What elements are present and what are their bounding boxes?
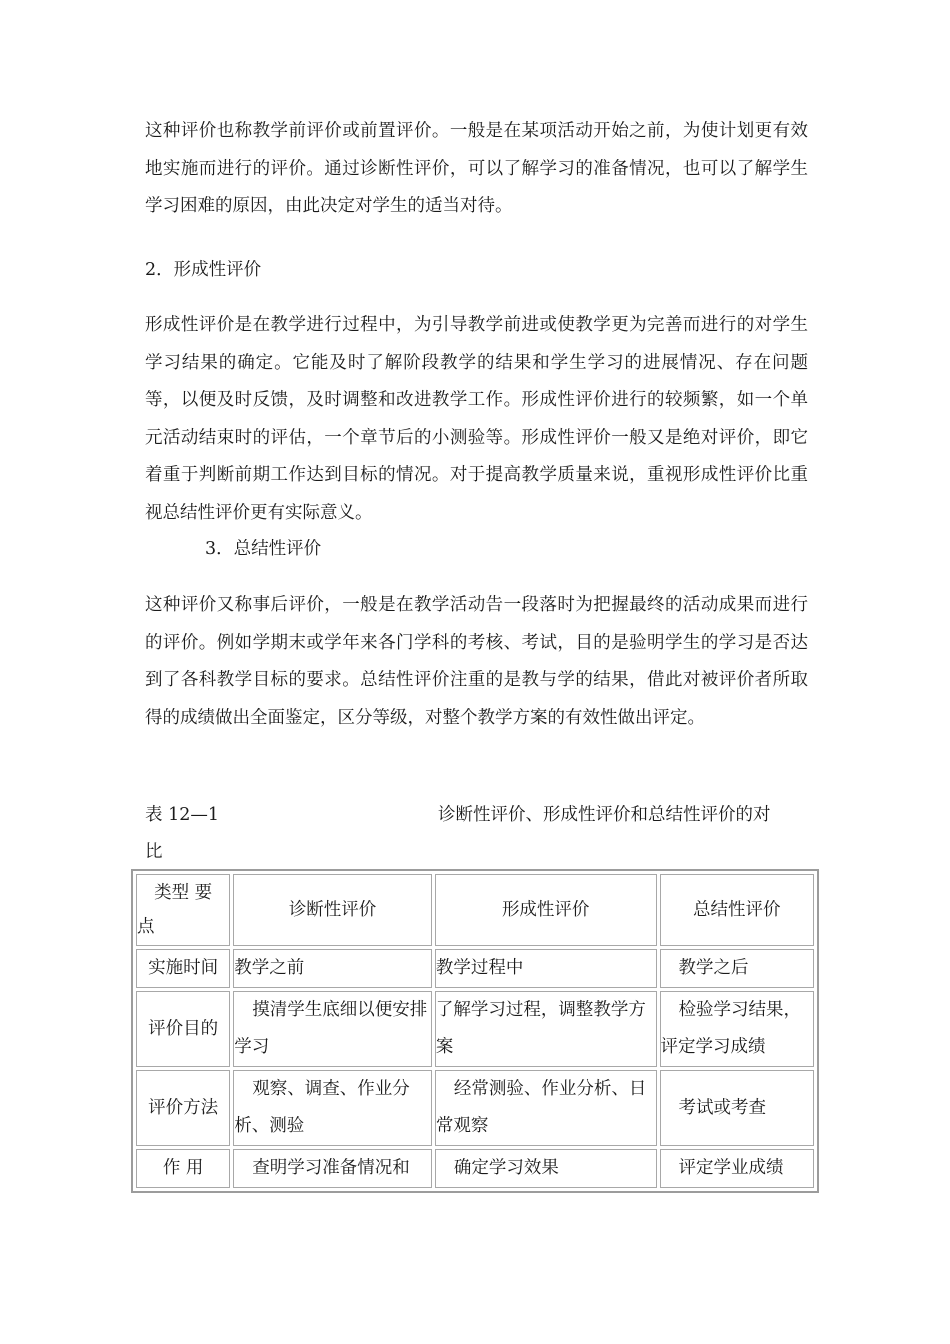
row-label: 作 用 bbox=[136, 1149, 230, 1188]
corner-label-type: 类型 要 bbox=[154, 883, 213, 903]
corner-label-point: 点 bbox=[137, 917, 155, 937]
table-header-row bbox=[136, 874, 814, 946]
table-cell: 考试或考查 bbox=[660, 1070, 814, 1146]
comparison-table bbox=[131, 869, 819, 1193]
diagnostic-description-paragraph: 这种评价也称教学前评价或前置评价。一般是在某项活动开始之前，为使计划更有效地实施而进行的评价。通过诊断性评价，可以了解学习的准备情况，也可以了解学生学习困难的原因，由此决定对学生的适当对待。 bbox=[145, 121, 808, 216]
table-cell: 教学过程中 bbox=[435, 949, 657, 988]
table-cell: 教学之前 bbox=[233, 949, 432, 988]
row-label: 评价目的 bbox=[136, 991, 230, 1067]
table-cell: 评定学业成绩 bbox=[660, 1149, 814, 1188]
table-title: 诊断性评价、形成性评价和总结性评价的对 bbox=[438, 805, 771, 825]
table-cell: 查明学习准备情况和 bbox=[233, 1149, 432, 1188]
table-cell: 经常测验、作业分析、日常观察 bbox=[435, 1070, 657, 1146]
row-label: 评价方法 bbox=[136, 1070, 230, 1146]
formative-heading: 2．形成性评价 bbox=[145, 260, 262, 280]
table-cell: 检验学习结果，评定学习成绩 bbox=[660, 991, 814, 1067]
table-title-continued: 比 bbox=[145, 842, 163, 862]
table-row bbox=[136, 1149, 814, 1188]
summative-description-paragraph: 这种评价又称事后评价，一般是在教学活动告一段落时为把握最终的活动成果而进行的评价。例如学期末或学年来各门学科的考核、考试，目的是验明学生的学习是否达到了各科教学目标的要求。总结性评价注重的是教与学的结果，借此对被评价者所取得的成绩做出全面鉴定，区分等级，对整个教学方案的有效性做出评定。 bbox=[145, 595, 808, 728]
table-number: 表 12—1 bbox=[145, 805, 219, 825]
row-label: 实施时间 bbox=[136, 949, 230, 988]
header-summative: 总结性评价 bbox=[660, 874, 814, 946]
header-formative: 形成性评价 bbox=[435, 874, 657, 946]
table-row bbox=[136, 991, 814, 1067]
table-cell: 教学之后 bbox=[660, 949, 814, 988]
table-cell: 确定学习效果 bbox=[435, 1149, 657, 1188]
table-cell: 观察、调查、作业分析、测验 bbox=[233, 1070, 432, 1146]
header-diagnostic: 诊断性评价 bbox=[233, 874, 432, 946]
table-cell: 了解学习过程，调整教学方案 bbox=[435, 991, 657, 1067]
formative-description-paragraph: 形成性评价是在教学进行过程中，为引导教学前进或使教学更为完善而进行的对学生学习结果的确定。它能及时了解阶段教学的结果和学生学习的进展情况、存在问题等，以便及时反馈，及时调整和改进教学工作。形成性评价进行的较频繁，如一个单元活动结束时的评估，一个章节后的小测验等。形成性评价一般又是绝对评价，即它着重于判断前期工作达到目标的情况。对于提高教学质量来说，重视形成性评价比重视总结性评价更有实际意义。 bbox=[145, 315, 808, 523]
summative-heading: 3．总结性评价 bbox=[205, 539, 322, 559]
header-corner-cell bbox=[136, 874, 230, 946]
table-row bbox=[136, 1070, 814, 1146]
table-row bbox=[136, 949, 814, 988]
table-cell: 摸清学生底细以便安排学习 bbox=[233, 991, 432, 1067]
